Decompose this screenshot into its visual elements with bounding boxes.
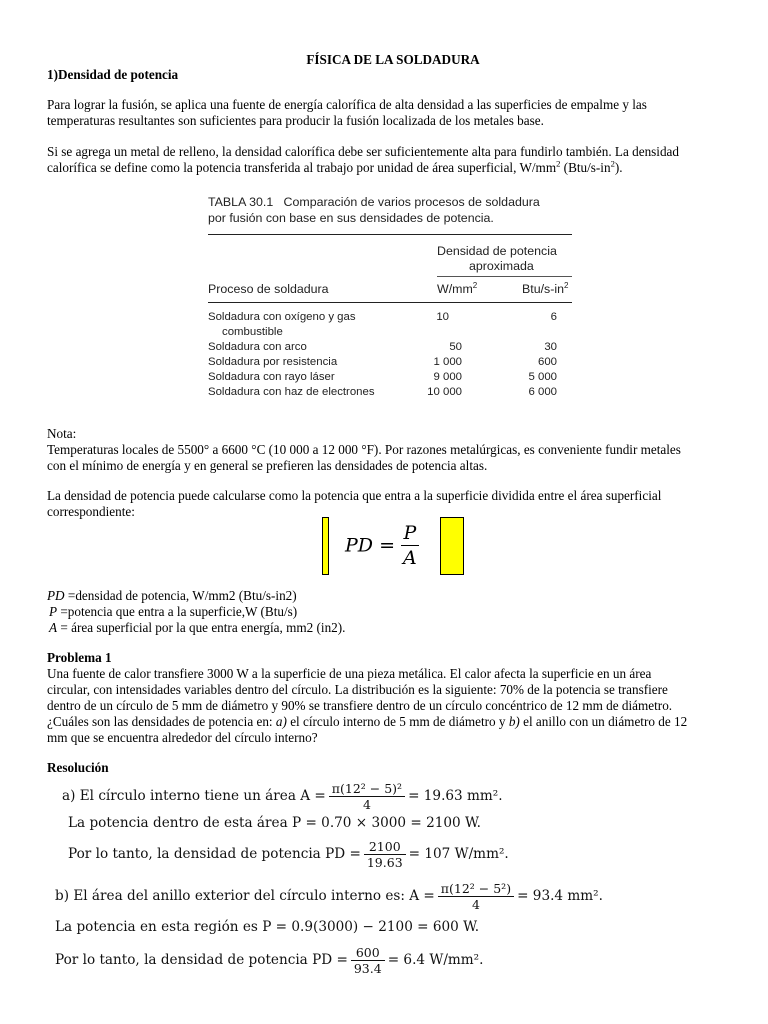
paragraph-line: circular, con intensidades variables dentro del círculo. La distribución es la siguiente: 70% de la potencia se transfiere (47, 682, 668, 697)
note-label: Nota: (47, 426, 77, 441)
definition-line (49, 604, 297, 620)
text-span: W/mm (437, 282, 473, 296)
definition-text: = área superficial por la que entra energía, mm2 (in2). (57, 620, 346, 635)
solution-line (68, 834, 509, 874)
table-caption: por fusión con base en sus densidades de potencia. (208, 211, 494, 225)
text-span: Por lo tanto, la densidad de potencia PD = (55, 952, 348, 968)
formula-power-density (345, 521, 419, 570)
table-column-header (437, 282, 477, 297)
text-span: = 93.4 mm². (517, 888, 603, 904)
paragraph-line: temperaturas resultantes son suficientes para producir la fusión localizada de los metales base. (47, 113, 544, 128)
page-title: FÍSICA DE LA SOLDADURA (306, 52, 480, 67)
paragraph-line: con el mínimo de energía y en general se prefieren las densidades de potencia altas. (47, 458, 488, 473)
table-cell-process: Soldadura con haz de electrones (208, 386, 375, 398)
fraction-denominator: 4 (362, 797, 371, 812)
table-group-header: aproximada (469, 259, 534, 273)
solution-line: La potencia dentro de esta área P = 0.70 × 3000 = 2100 W. (68, 815, 481, 831)
table-rule (437, 276, 572, 277)
solution-fraction (329, 781, 405, 812)
symbol: PD (47, 588, 65, 603)
solution-line: La potencia en esta región es P = 0.9(3000) − 2100 = 600 W. (55, 919, 480, 935)
table-caption-text: Comparación de varios procesos de soldadura (283, 195, 540, 209)
table-cell-process: combustible (222, 326, 283, 338)
text-span: ). (614, 160, 623, 175)
table-rule (208, 234, 572, 235)
table-cell-btu: 600 (537, 356, 557, 368)
table-cell-process: Soldadura con arco (208, 341, 307, 353)
table-group-header: Densidad de potencia (437, 244, 557, 258)
definition-text: =densidad de potencia, W/mm2 (Btu/s-in2) (64, 588, 297, 603)
paragraph-line: mm que se encuentra alrededor del círculo interno? (47, 730, 318, 745)
table-cell-process: Soldadura con oxígeno y gas (208, 311, 356, 323)
paragraph-line (47, 714, 687, 730)
formula-fraction (401, 521, 419, 570)
table-caption-label: TABLA 30.1 (208, 195, 274, 209)
table-cell-w: 9 000 (433, 371, 462, 383)
text-span: (Btu/s-in (560, 160, 611, 175)
text-span: a) El círculo interno tiene un área A = (62, 788, 326, 804)
solution-fraction (364, 839, 406, 870)
paragraph-line: correspondiente: (47, 504, 135, 519)
solution-line (62, 776, 503, 816)
text-span: = 19.63 mm². (408, 788, 503, 804)
text-span: = 107 W/mm². (408, 846, 509, 862)
solution-line (55, 940, 483, 980)
superscript: 2 (472, 280, 478, 290)
resolution-heading: Resolución (47, 760, 109, 775)
table-cell-process: Soldadura con rayo láser (208, 371, 335, 383)
text-span: Btu/s-in (522, 282, 565, 296)
table-cell-w: 50 (449, 341, 462, 353)
table-cell-w: 10 (436, 311, 449, 323)
paragraph-line: dentro de un círculo de 5 mm de diámetro y 90% se transfiere dentro de un círculo concéntrico de 12 mm de diámetro. (47, 698, 673, 713)
table-column-header: Proceso de soldadura (208, 282, 329, 296)
formula-numerator: P (401, 521, 419, 546)
definition-text: =potencia que entra a la superficie,W (Btu/s) (57, 604, 298, 619)
table-cell-btu: 6 (550, 311, 557, 323)
table-cell-btu: 6 000 (528, 386, 557, 398)
text-span: Por lo tanto, la densidad de potencia PD = (68, 846, 361, 862)
solution-fraction (351, 945, 385, 976)
fraction-denominator: 19.63 (366, 855, 403, 870)
table-column-header (522, 282, 569, 297)
text-span: el círculo interno de 5 mm de diámetro y (286, 714, 509, 729)
superscript: 2 (564, 280, 569, 290)
fraction-denominator: 93.4 (353, 961, 382, 976)
formula-equals: = (379, 534, 395, 557)
table-cell-btu: 30 (544, 341, 557, 353)
superscript: 2 (556, 158, 561, 169)
paragraph-line: Temperaturas locales de 5500° a 6600 °C (10 000 a 12 000 °F). Por razones metalúrgicas, es conveniente fundir metales (47, 442, 681, 457)
text-span: = 6.4 W/mm². (387, 952, 484, 968)
table-caption (208, 194, 540, 210)
text-span: b) (508, 714, 520, 729)
section-heading: 1)Densidad de potencia (47, 67, 179, 82)
text-span: calorífica se define como la potencia transferida al trabajo por unidad de área superficial, W/mm (47, 160, 557, 175)
table-cell-btu: 5 000 (528, 371, 557, 383)
problem-heading: Problema 1 (47, 650, 112, 665)
formula-lhs: PD (345, 534, 374, 557)
fraction-numerator: 2100 (364, 839, 406, 855)
data-table (0, 0, 768, 420)
paragraph-line: La densidad de potencia puede calcularse como la potencia que entra a la superficie dividida entre el área superficial (47, 488, 662, 503)
table-cell-w: 1 000 (433, 356, 462, 368)
paragraph-line: Si se agrega un metal de relleno, la densidad calorífica debe ser suficientemente alta para fundirlo también. La densidad (47, 144, 680, 159)
symbol: A (49, 620, 58, 635)
formula-highlight-left (322, 517, 329, 575)
formula-denominator: A (403, 547, 417, 569)
text-span: el anillo con un diámetro de 12 (519, 714, 688, 729)
superscript: 2 (610, 158, 615, 169)
text-span: ¿Cuáles son las densidades de potencia en: (47, 714, 276, 729)
paragraph-line: Una fuente de calor transfiere 3000 W a la superficie de una pieza metálica. El calor afecta la superficie en un área (47, 666, 652, 681)
fraction-numerator: π(12² − 5²) (438, 881, 514, 897)
definition-line (47, 588, 297, 604)
fraction-numerator: 600 (351, 945, 385, 961)
table-cell-w: 10 000 (427, 386, 462, 398)
solution-fraction (438, 881, 514, 912)
definition-line (49, 620, 345, 636)
solution-line (55, 876, 603, 916)
formula-highlight-right (440, 517, 464, 575)
fraction-numerator: π(12² − 5)² (329, 781, 405, 797)
table-cell-process: Soldadura por resistencia (208, 356, 338, 368)
text-span: a) (275, 714, 287, 729)
paragraph-line: Para lograr la fusión, se aplica una fuente de energía calorífica de alta densidad a las superficies de empalme y las (47, 97, 647, 112)
table-rule (208, 302, 572, 303)
text-span: b) El área del anillo exterior del círculo interno es: A = (55, 888, 435, 904)
fraction-denominator: 4 (471, 897, 480, 912)
symbol: P (49, 604, 58, 619)
